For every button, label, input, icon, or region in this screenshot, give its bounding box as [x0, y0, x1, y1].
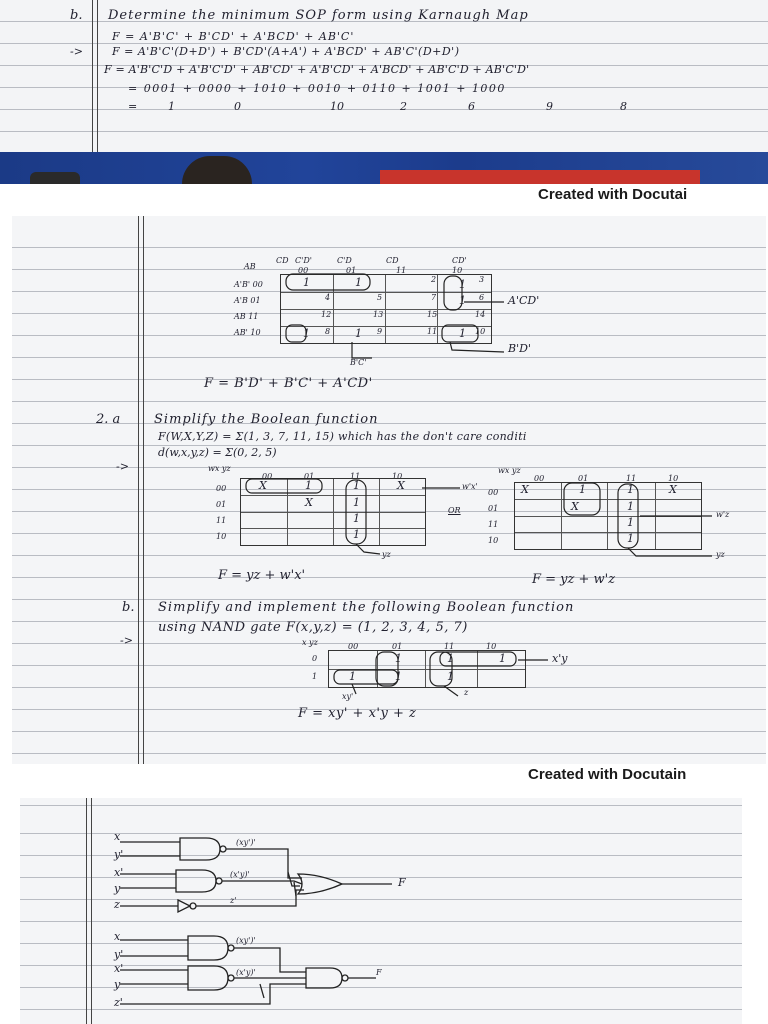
equation-line-1: F = A'B'C' + B'CD' + A'BCD' + AB'C' — [112, 30, 355, 43]
result-1: F = B'D' + B'C' + A'CD' — [204, 376, 373, 391]
minterm-value: 9 — [546, 100, 553, 113]
kmapA-col-code: 00 — [262, 472, 273, 481]
kmapA-label-yz: yz — [382, 550, 391, 559]
kmapA-cell: 1 — [353, 528, 360, 541]
kmap1-cell: 1 — [459, 278, 466, 291]
kmap1-label-bc: B'C' — [350, 358, 367, 367]
circuit2-input: z' — [114, 996, 123, 1009]
kmapB-cell: X — [521, 483, 529, 496]
question-2a-dont-care: d(w,x,y,z) = Σ(0, 2, 5) — [158, 446, 277, 459]
circuit2-input: y' — [114, 948, 124, 961]
kmap1-cell-index: 9 — [377, 327, 383, 336]
kmapC-cell: 1 — [499, 652, 506, 665]
kmap1-cell-index: 11 — [427, 327, 438, 336]
kmapA-row-code: 10 — [216, 532, 227, 541]
circuit2-gate-label: (xy')' — [236, 936, 256, 945]
kmapB-cell: 1 — [627, 516, 634, 529]
kmap1-col-code: 10 — [452, 266, 463, 275]
kmapC-label-xyp: xy' — [342, 692, 354, 701]
kmapB-cell: 1 — [627, 500, 634, 513]
kmap1-col-header: CD — [386, 256, 399, 265]
kmap1-cell-index: 5 — [377, 293, 383, 302]
arrow-mark: -> — [70, 45, 83, 58]
kmap1-cell-index: 4 — [325, 293, 331, 302]
question-2a-function: F(W,X,Y,Z) = Σ(1, 3, 7, 11, 15) which has the don't care conditi — [158, 430, 527, 443]
kmapA-col-code: 10 — [392, 472, 403, 481]
question-2b-title: Simplify and implement the following Boolean function — [158, 600, 575, 615]
kmap1-row-header: AB 11 — [234, 312, 259, 321]
kmapB-cell: X — [571, 500, 579, 513]
kmap1-cell-index: 8 — [325, 327, 331, 336]
kmapB-label-wz: w'z — [716, 510, 730, 519]
kmap1-row-header: A'B' 00 — [234, 280, 263, 289]
kmapA-col-code: 01 — [304, 472, 315, 481]
circuit1-input: z — [114, 898, 120, 911]
kmapA-row-code: 01 — [216, 500, 227, 509]
kmap1-cell: 1 — [303, 276, 310, 289]
minterm-value: 1 — [168, 100, 175, 113]
notebook-page-3 — [20, 798, 742, 1024]
kmapC-cell: 1 — [395, 652, 402, 665]
kmap1-col-code: 00 — [298, 266, 309, 275]
circuit1-output: F — [398, 876, 406, 889]
kmapC-row-code: 1 — [312, 672, 318, 681]
kmapB-row-code: 00 — [488, 488, 499, 497]
kmap1-cell-index: 14 — [475, 310, 486, 319]
kmapC-label-z: z — [464, 688, 469, 697]
minterm-equals: = — [128, 100, 138, 113]
kmapB-cell: 1 — [579, 483, 586, 496]
kmapA-cell: X — [259, 479, 267, 492]
kmapC-cell: 1 — [447, 670, 454, 683]
nand-circuit-diagram — [20, 798, 742, 1024]
notebook-page-2 — [12, 216, 766, 764]
minterm-value: 6 — [468, 100, 475, 113]
kmap1-cell-index: 3 — [479, 275, 485, 284]
question-2a-number: 2. a — [96, 412, 121, 427]
watermark: Created with Docutai — [538, 186, 688, 203]
kmapC-var: x yz — [302, 638, 318, 647]
kmapA-row-code: 11 — [216, 516, 227, 525]
circuit1-gate-label: (x'y)' — [230, 870, 250, 879]
circuit1-input: x — [114, 830, 121, 843]
result-2b: F = xy' + x'y + z — [298, 706, 417, 721]
kmapA-col-code: 11 — [350, 472, 361, 481]
equation-line-3: F = A'B'C'D + A'B'C'D' + AB'CD' + A'B'CD' + A'BCD' + AB'C'D + AB'C'D' — [104, 63, 530, 76]
kmapB-row-code: 01 — [488, 504, 499, 513]
circuit1-gate-label: (xy')' — [236, 838, 256, 847]
equation-line-2: F = A'B'C'(D+D') + B'CD'(A+A') + A'BCD' + AB'C'(D+D') — [112, 45, 460, 58]
kmapC-col-code: 00 — [348, 642, 359, 651]
circuit2-input: y — [114, 978, 121, 991]
circuit2-output: F — [376, 968, 382, 977]
kmapA-cell: 1 — [353, 512, 360, 525]
kmap1-cell: 1 — [303, 327, 310, 340]
question-title: Determine the minimum SOP form using Karnaugh Map — [108, 8, 529, 23]
kmapC-row-code: 0 — [312, 654, 318, 663]
kmap1-row-header: AB' 10 — [234, 328, 261, 337]
circuit2-gate-label: (x'y)' — [236, 968, 256, 977]
circuit2-input: x — [114, 930, 121, 943]
circuit2-input: x' — [114, 962, 124, 975]
minterm-value: 2 — [400, 100, 407, 113]
or-label: OR — [448, 506, 461, 515]
kmapC-col-code: 11 — [444, 642, 455, 651]
kmapA-var: wx yz — [208, 464, 231, 473]
kmapB-var: wx yz — [498, 466, 521, 475]
kmap1-col-code: 11 — [396, 266, 407, 275]
kmapB-cell: X — [669, 483, 677, 496]
minterm-value: 10 — [330, 100, 344, 113]
kmapA-cell: 1 — [353, 496, 360, 509]
kmap1-cell-index: 2 — [431, 275, 437, 284]
equation-line-4: = 0001 + 0000 + 1010 + 0010 + 0110 + 1001 + 1000 — [128, 82, 506, 95]
question-2b-number: b. — [122, 600, 135, 615]
kmapA-cell: X — [305, 496, 313, 509]
kmap1-label-bd: B'D' — [508, 342, 531, 355]
kmapB-col-code: 01 — [578, 474, 589, 483]
kmap1-label-acd: A'CD' — [508, 294, 540, 307]
kmap1-col-var: CD — [276, 256, 289, 265]
kmap1-cell: 1 — [459, 294, 466, 307]
minterm-value: 8 — [620, 100, 627, 113]
notebook-page-1 — [0, 0, 768, 152]
question-number: b. — [70, 8, 83, 23]
circuit1-gate-label: z' — [230, 896, 237, 905]
kmap1-cell: 1 — [459, 327, 466, 340]
kmapB-col-code: 00 — [534, 474, 545, 483]
question-2b-function: using NAND gate F(x,y,z) = (1, 2, 3, 4, 5, 7) — [158, 620, 468, 635]
kmapB-label-yz: yz — [716, 550, 725, 559]
kmap1-cell: 1 — [355, 276, 362, 289]
kmap1-col-code: 01 — [346, 266, 357, 275]
kmapC-col-code: 01 — [392, 642, 403, 651]
circuit1-input: y — [114, 882, 121, 895]
kmapC-groupings — [12, 216, 766, 736]
kmapB-col-code: 11 — [626, 474, 637, 483]
kmap1-cell-index: 12 — [321, 310, 332, 319]
kmap1-col-header: C'D' — [295, 256, 312, 265]
kmap1-cell-index: 15 — [427, 310, 438, 319]
watermark: Created with Docutain — [528, 766, 687, 783]
arrow-mark: -> — [120, 634, 133, 647]
kmapA-cell: 1 — [305, 479, 312, 492]
circuit1-input: y' — [114, 848, 124, 861]
minterm-value: 0 — [234, 100, 241, 113]
photo-strip — [0, 152, 768, 184]
kmap1-row-header: A'B 01 — [234, 296, 261, 305]
kmapC-cell: 1 — [349, 670, 356, 683]
kmapB-col-code: 10 — [668, 474, 679, 483]
kmapA-cell: X — [397, 479, 405, 492]
kmap1-cell-index: 6 — [479, 293, 485, 302]
question-2a-title: Simplify the Boolean function — [154, 412, 379, 427]
lamp-shape — [30, 172, 80, 184]
result-2a-option-1: F = yz + w'x' — [218, 568, 306, 583]
kmapA-label-wx: w'x' — [462, 482, 478, 491]
kmap1-cell-index: 7 — [431, 293, 437, 302]
kmap1-cell-index: 13 — [373, 310, 384, 319]
kmap1-cell-index: 10 — [475, 327, 486, 336]
kmapC-cell: 1 — [447, 652, 454, 665]
arrow-mark: -> — [116, 460, 129, 473]
result-2a-option-2: F = yz + w'z — [532, 572, 616, 587]
kmap1-col-header: CD' — [452, 256, 467, 265]
person-silhouette — [182, 156, 252, 184]
kmapB-cell: 1 — [627, 483, 634, 496]
banner-shape — [380, 170, 700, 184]
kmap1-row-var: AB — [244, 262, 256, 271]
kmapB-row-code: 11 — [488, 520, 499, 529]
kmap1-col-header: C'D — [337, 256, 352, 265]
kmapB-cell: 1 — [627, 532, 634, 545]
kmapA-row-code: 00 — [216, 484, 227, 493]
kmap1-cell: 1 — [355, 327, 362, 340]
circuit1-input: x' — [114, 866, 124, 879]
kmapC-cell: 1 — [395, 670, 402, 683]
kmapC-col-code: 10 — [486, 642, 497, 651]
kmapA-cell: 1 — [353, 479, 360, 492]
kmapB-row-code: 10 — [488, 536, 499, 545]
kmapC-label-xy: x'y — [552, 652, 568, 665]
